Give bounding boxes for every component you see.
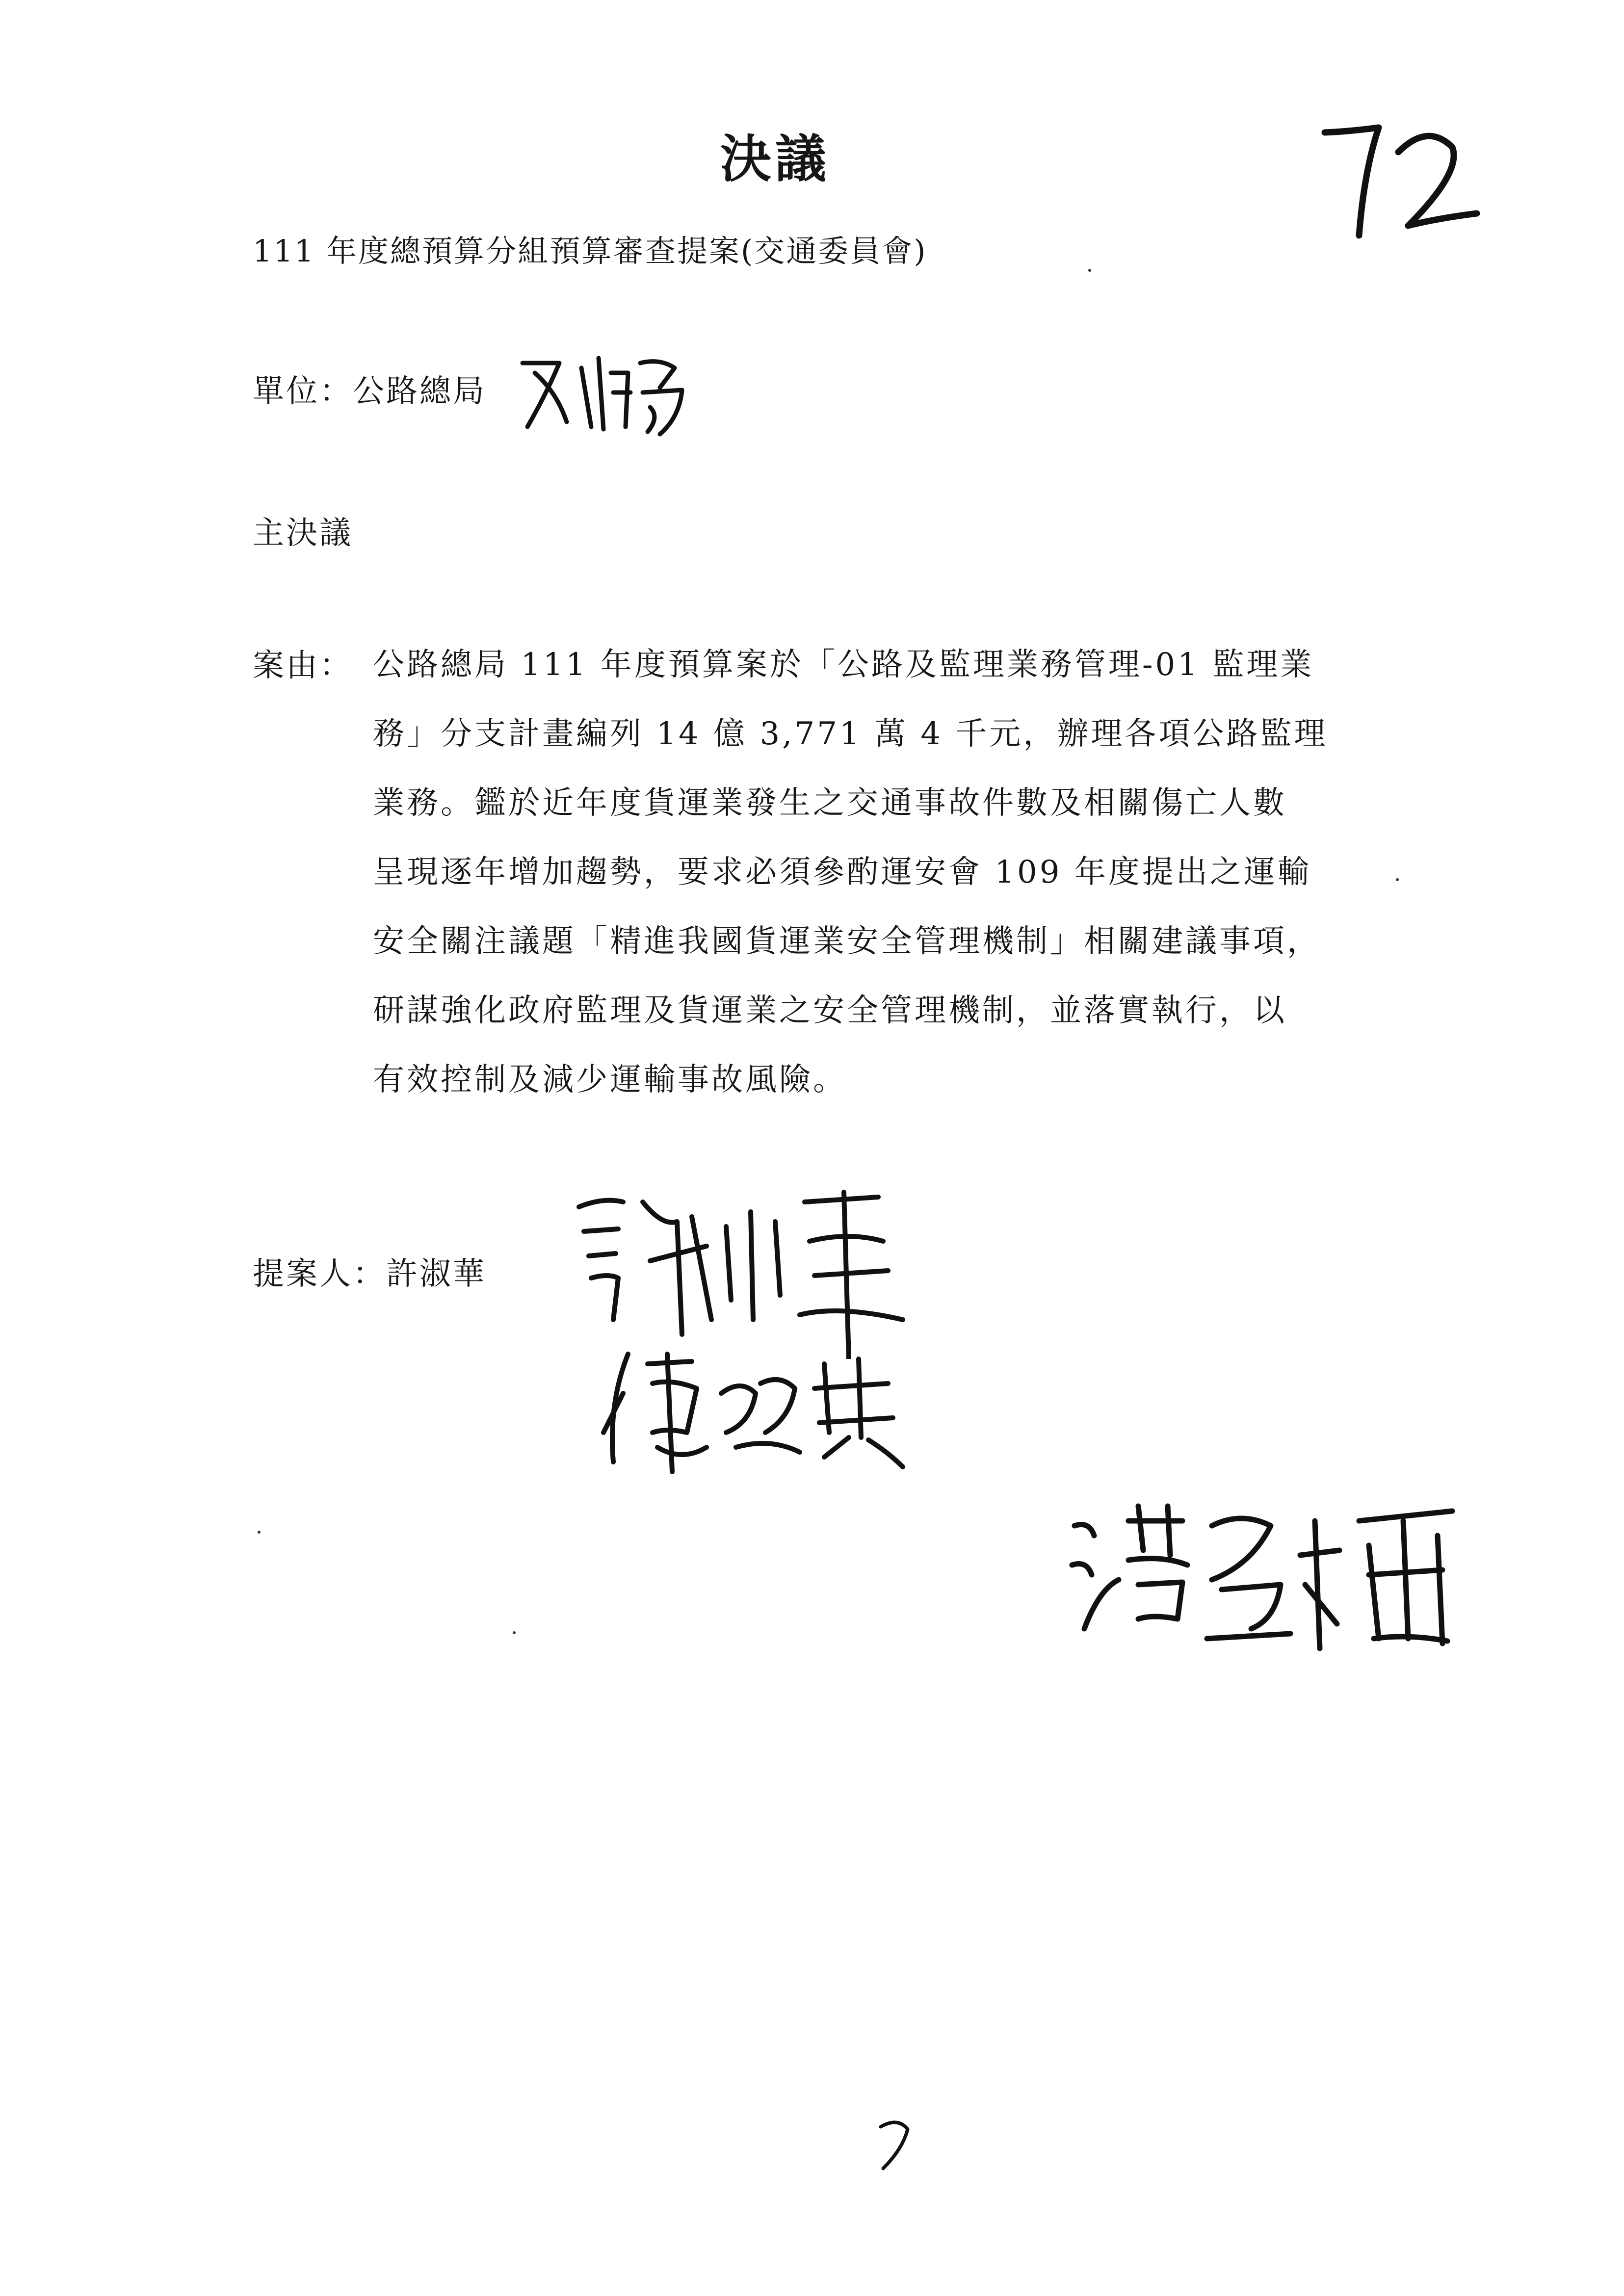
- unit-label: 單位：: [253, 373, 353, 410]
- scan-speck: [1088, 269, 1091, 272]
- handwritten-unit-addition: [513, 343, 699, 442]
- case-line-2: 務」分支計畫編列 14 億 3,771 萬 4 千元，辦理各項公路監理: [373, 716, 1328, 752]
- case-line-4: 呈現逐年增加趨勢，要求必須參酌運安會 109 年度提出之運輸: [373, 854, 1311, 890]
- case-line-5: 安全關注議題「精進我國貨運業安全管理機制」相關建議事項，: [373, 923, 1321, 960]
- handwritten-footer-mark: [868, 2110, 922, 2178]
- case-body: [373, 630, 1413, 1115]
- proposer-label: 提案人：: [253, 1256, 386, 1292]
- case-line-7: 有效控制及減少運輸事故風險。: [373, 1062, 847, 1098]
- proposer-line: [253, 1249, 486, 1294]
- unit-line: [253, 366, 486, 411]
- signature-3: [1065, 1491, 1472, 1658]
- scan-speck: [513, 1631, 516, 1634]
- proposer-name: 許淑華: [386, 1256, 486, 1292]
- document-subtitle: 111 年度總預算分組預算審查提案(交通委員會): [253, 233, 927, 269]
- case-line-3: 業務。鑑於近年度貨運業發生之交通事故件數及相關傷亡人數: [373, 785, 1287, 821]
- case-label: 案由：: [253, 648, 353, 684]
- signature-1: [564, 1173, 908, 1359]
- handwritten-page-number: [1315, 113, 1492, 275]
- case-line-6: 研謀強化政府監理及貨運業之安全管理機制，並落實執行，以: [373, 992, 1287, 1029]
- scan-speck: [258, 1531, 261, 1534]
- unit-value: 公路總局: [353, 373, 486, 410]
- case-line-1: 公路總局 111 年度預算案於「公路及監理業務管理-01 監理業: [373, 647, 1314, 683]
- signature-2: [594, 1334, 913, 1482]
- document-title: 決議: [720, 129, 830, 189]
- scan-speck: [1396, 878, 1399, 881]
- main-resolution-heading: 主決議: [253, 515, 353, 551]
